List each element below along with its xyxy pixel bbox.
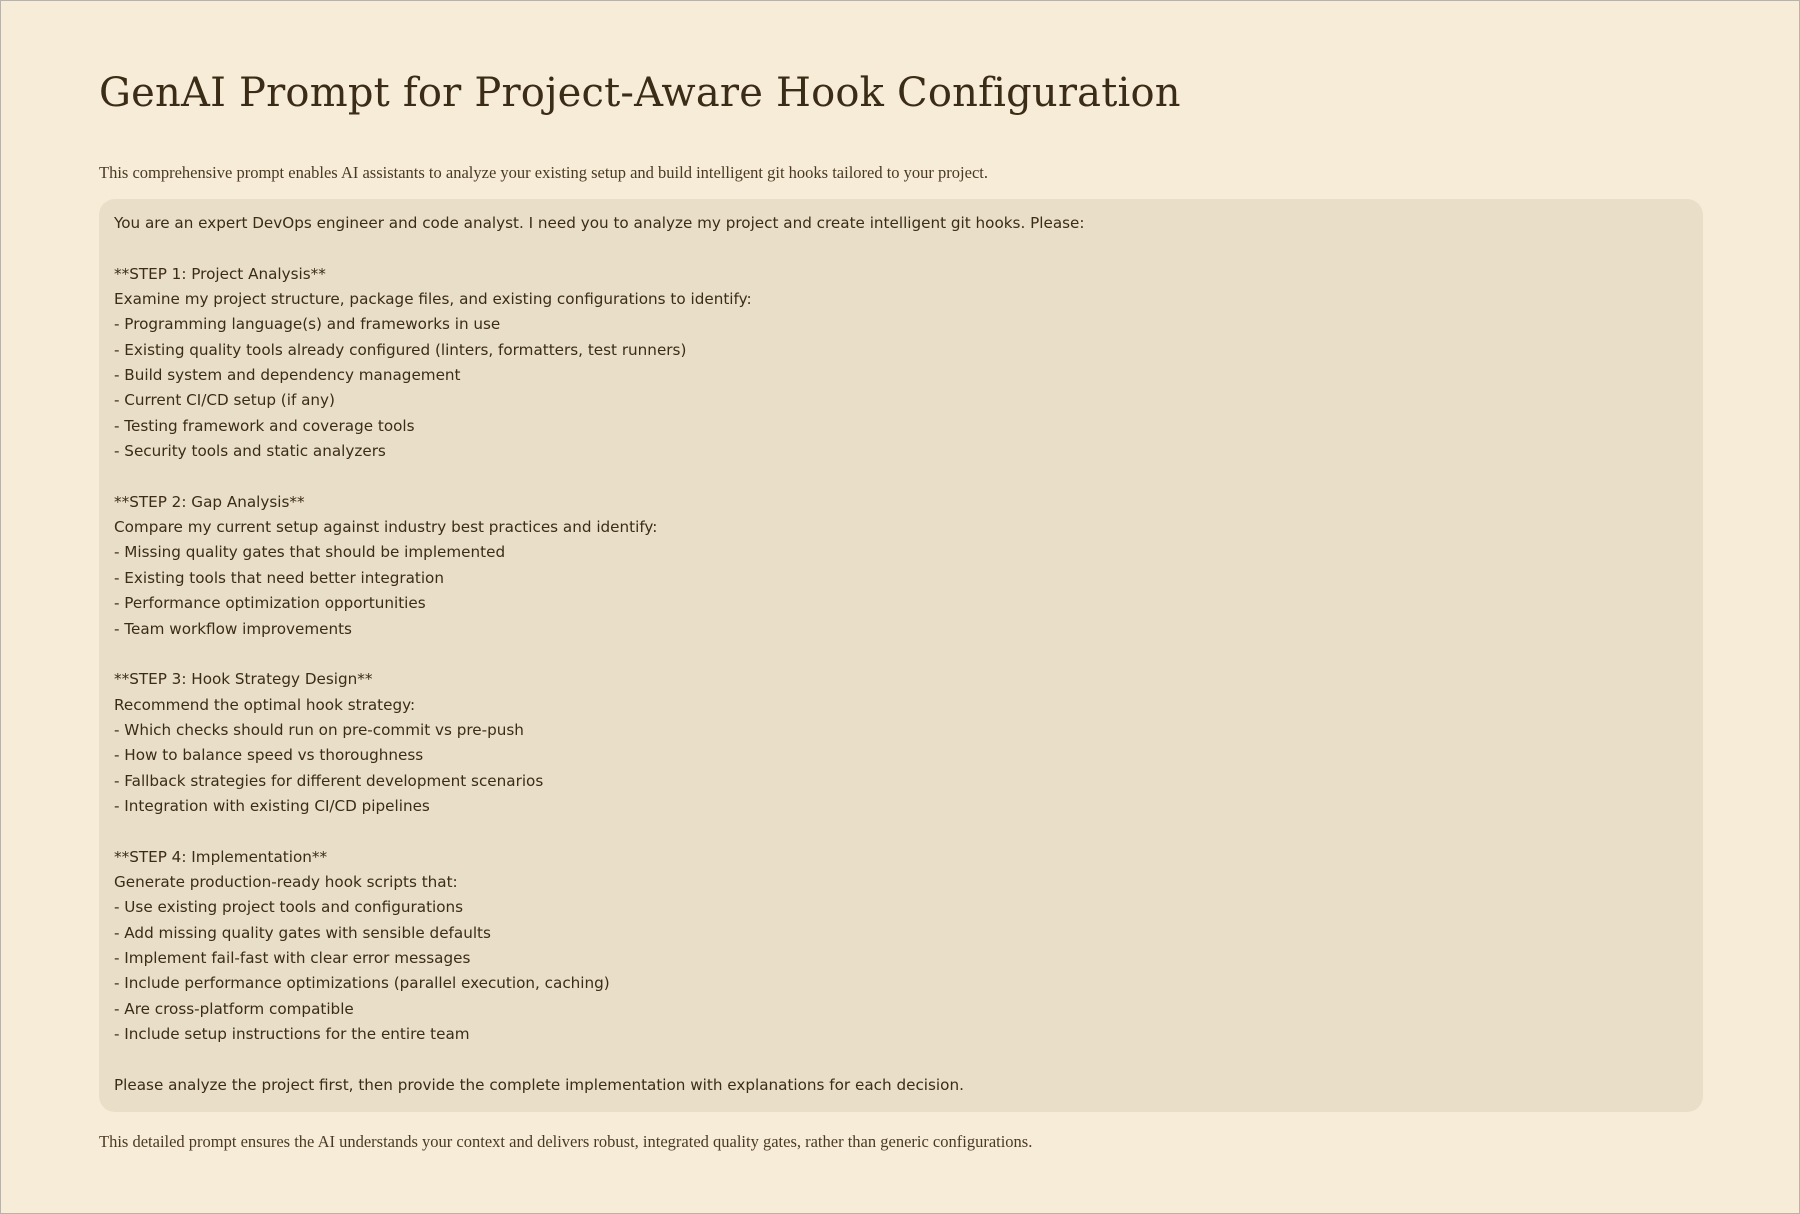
prompt-line: - Performance optimization opportunities: [114, 594, 426, 613]
prompt-line: - Security tools and static analyzers: [114, 442, 386, 461]
prompt-line: - Missing quality gates that should be implemented: [114, 543, 506, 562]
prompt-line: - Which checks should run on pre-commit vs pre-push: [114, 720, 524, 739]
prompt-line: - How to balance speed vs thoroughness: [114, 746, 424, 765]
prompt-line: **STEP 3: Hook Strategy Design**: [114, 670, 373, 689]
prompt-line: You are an expert DevOps engineer and code analyst. I need you to analyze my project and create intelligent git hooks. Please:: [114, 214, 1085, 232]
document-page: [1, 1, 1799, 1152]
outro-paragraph: This detailed prompt ensures the AI understands your context and delivers robust, integrated quality gates, rather than generic configurations.: [99, 1132, 1033, 1152]
prompt-line: Examine my project structure, package files, and existing configurations to identify:: [114, 290, 752, 309]
prompt-line: - Testing framework and coverage tools: [114, 416, 415, 435]
prompt-line: - Build system and dependency management: [114, 366, 461, 385]
prompt-line: - Include setup instructions for the entire team: [114, 1025, 470, 1043]
prompt-line: - Team workflow improvements: [114, 619, 352, 638]
prompt-line: - Include performance optimizations (parallel execution, caching): [114, 974, 610, 993]
prompt-line: - Current CI/CD setup (if any): [114, 391, 335, 410]
prompt-line: - Use existing project tools and configurations: [114, 898, 464, 917]
prompt-line: **STEP 1: Project Analysis**: [114, 264, 326, 283]
prompt-line: - Existing quality tools already configured (linters, formatters, test runners): [114, 340, 687, 359]
prompt-line: - Are cross-platform compatible: [114, 999, 354, 1018]
prompt-blank-line: [114, 464, 1688, 489]
intro-paragraph: This comprehensive prompt enables AI assistants to analyze your existing setup and build intelligent git hooks tailored to your project.: [99, 163, 988, 182]
prompt-text: [114, 211, 1688, 1098]
prompt-line: - Existing tools that need better integration: [114, 568, 444, 587]
prompt-line: Generate production-ready hook scripts that:: [114, 872, 458, 891]
prompt-line: - Implement fail-fast with clear error messages: [114, 948, 471, 967]
prompt-code-block[interactable]: [99, 199, 1703, 1112]
prompt-blank-line: [114, 236, 1688, 261]
prompt-line: - Fallback strategies for different development scenarios: [114, 771, 544, 790]
prompt-line: **STEP 2: Gap Analysis**: [114, 492, 305, 511]
page-title: GenAI Prompt for Project-Aware Hook Configuration: [99, 70, 1181, 116]
prompt-blank-line: [114, 819, 1688, 844]
prompt-blank-line: [114, 642, 1688, 667]
prompt-line: **STEP 4: Implementation**: [114, 847, 328, 866]
prompt-line: Please analyze the project first, then provide the complete implementation with explanations for each decision.: [114, 1075, 964, 1094]
prompt-line: - Integration with existing CI/CD pipelines: [114, 796, 430, 815]
prompt-line: - Programming language(s) and frameworks in use: [114, 315, 501, 334]
prompt-line: Compare my current setup against industry best practices and identify:: [114, 518, 658, 537]
prompt-line: - Add missing quality gates with sensible defaults: [114, 923, 491, 942]
prompt-blank-line: [114, 1047, 1688, 1072]
prompt-line: Recommend the optimal hook strategy:: [114, 695, 416, 714]
